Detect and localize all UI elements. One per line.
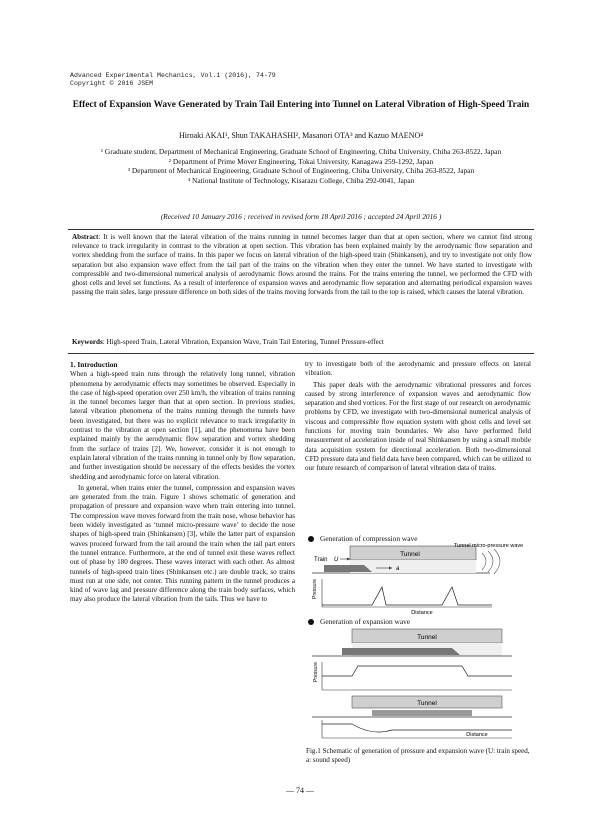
page-number: — 74 —	[286, 786, 314, 795]
bullet-expansion-label: Generation of expansion wave	[320, 617, 411, 626]
figure-bullet-compression	[308, 534, 417, 543]
tunnel-label-lower: Tunnel	[417, 700, 437, 707]
affiliation-2: ² Department of Prime Mover Engineering, Tokai University, Kanagawa 259-1292, Japan	[168, 156, 434, 166]
keywords-label: Keywords	[72, 338, 103, 346]
expansion-wave-diagram	[312, 626, 534, 741]
train-label-top: Train	[314, 557, 328, 563]
micro-pressure-label: Tunnel micro-pressure wave	[454, 543, 524, 549]
u-symbol-top: U	[334, 557, 339, 563]
figure-bullet-expansion	[308, 617, 410, 626]
keywords-bottom-rule	[68, 353, 534, 354]
abstract-text: : It is well known that the lateral vibration of the trains running in tunnel becomes larger than that at open section, where we cannot find strong relevance to track irregularity in contrast to the vibration at open section. This vibration has been explained mainly by the aerodynamic flow separation and vortex shedding from the surface of trains. In this paper we focus on lateral vibration of the high-speed train (Shinkansen), and try to investigate not only flow separation but also expansion wave effect from the tail part of the trains on the vibration when they enter the tunnel. We have started to investigate with compressible and two-dimensional numerical analysis of aerodynamic flows around the trains. For the trains entering the tunnel, we performed the CFD with ghost cells and level set functions. As a result of interference of expansion waves and aerodynamic flow separation and alternating periodical expansion waves passing the train sides, large pressure difference on both sides of the trains moving forwards from the tail to the top is raised, which causes the lateral vibration.	[72, 233, 532, 297]
train-body	[324, 565, 364, 572]
copyright-notice: Copyright © 2016 JSEM	[70, 80, 154, 88]
keywords	[72, 338, 532, 347]
pressure-curve-top	[322, 587, 492, 605]
affiliation-1: ¹ Graduate student, Department of Mechanical Engineering, Graduate School of Engineering, Chiba University, Chiba 263-8522, Japan	[100, 147, 502, 156]
received-dates: (Received 10 January 2016 ; received in revised form 18 April 2016 ; accepted 24 April 2016 )	[160, 212, 442, 221]
intro-paragraph-1: When a high-speed train runs through the relatively long tunnel, vibration phenomena by aerodynamic effects may sometimes be observed. Especially in the case of high-speed operation over 250 km/h, the vibration of trains running in the tunnel becomes larger than that at open section. In previous studies, lateral vibration phenomena of the trains running through the tunnels have been investigated, but there was no explicit relevance to track irregularity in contrast to the vibration at open section [1], and the phenomena have been explained mainly by the aerodynamic flow separation and vortex shedding from the surface of trains [2]. We, however, consider it is not enough to explain lateral vibration of the trains running in tunnel only by flow separation, and further investigation should be necessary of the effects besides the vortex shedding and aerodynamic force on lateral vibration.	[70, 370, 295, 481]
left-column	[70, 360, 295, 607]
bullet-compression-label: Generation of compression wave	[320, 534, 418, 543]
right-column	[305, 360, 531, 476]
train-body-lower	[372, 710, 472, 716]
compression-wave-diagram	[312, 543, 534, 615]
journal-citation: Advanced Experimental Mechanics, Vol.1 (2016), 74-79	[70, 72, 276, 79]
distance-label-top: Distance	[411, 610, 433, 615]
affiliations	[68, 147, 534, 186]
pressure-axis-label-top: Pressure	[312, 578, 318, 599]
intro-paragraph-2: In general, when trains enter the tunnel, compression and expansion waves are generated from the train. Figure 1 shows schematic of generation and propagation of pressure and expansion wave when train entering into tunnel. The compression wave moves forward from the train nose, whose behavior has been widely investigated as ‘tunnel micro-pressure wave’ to decide the nose shapes of high-speed train (Shinkansen) [3], while the latter part of expansion waves proceed forward from the tail around the train when the tail part enters the tunnel entrance. Furthermore, at the end of tunnel exit these waves reflect out of phase by 180 degrees. These waves interact with each other. As almost tunnels of high-speed train lines (Shinkansen etc.) are double track, so trains must run at one side, not center. This running pattern in the tunnel produces a kind of wave lag and pressure difference along the train body surfaces, which may also produce the lateral vibration from the tails. Thus we have to	[70, 483, 295, 604]
affiliation-3: ³ Department of Mechanical Engineering, Graduate School of Engineering, Chiba University, Chiba 263-8522, Japan	[127, 166, 475, 176]
bullet-icon	[308, 619, 314, 625]
abstract	[72, 233, 532, 297]
micro-wave-arc-2	[488, 551, 493, 572]
speed-arrowhead	[347, 558, 350, 561]
bullet-icon	[308, 536, 314, 542]
intro-paragraph-4: This paper deals with the aerodynamic vibrational pressures and forces caused by strong interference of expansion waves and aerodynamic flow separation and shed vortices. For the first stage of our research on aerodynamic problems by CFD, we investigate with two-dimensional numerical analysis of viscous and compressible flow equation system with ghost cells and level set functions for moving train boundaries. We also have performed field measurement of acceleration inside of real Shinkansen by using a small mobile data acquisition system for directional acceleration. Both two-dimensional CFD pressure data and field data have been compared, which can be utilized to our future research of comparison of lateral vibration data of trains.	[305, 380, 531, 473]
pressure-axis-label-middle: Pressure	[313, 661, 319, 682]
keywords-text: : High-speed Train, Lateral Vibration, Expansion Wave, Train Tail Entering, Tunnel Pressure-effect	[102, 338, 384, 346]
figure-caption: Fig.1 Schematic of generation of pressure and expansion wave (U: train speed, a: sound speed)	[306, 747, 530, 765]
author-list: Hiroaki AKAI¹, Shun TAKAHASHI², Masanori OTA³ and Kazuo MAENO⁴	[178, 131, 424, 140]
journal-header	[70, 72, 276, 89]
micro-wave-arc-3	[494, 549, 500, 574]
abstract-top-rule	[68, 229, 534, 230]
section-heading-introduction: 1. Introduction	[70, 360, 118, 369]
tunnel-label-top: Tunnel	[400, 551, 420, 558]
a-symbol-top: a	[396, 566, 400, 572]
distance-label-lower: Distance	[466, 732, 488, 738]
pressure-curve-middle	[322, 666, 512, 676]
abstract-label: Abstract	[72, 233, 99, 241]
pressure-curve-lower	[322, 724, 512, 732]
micro-wave-arc-1	[482, 553, 486, 570]
intro-paragraph-3: try to investigate both of the aerodynamic and pressure effects on lateral vibration.	[305, 360, 531, 378]
tunnel-label-middle: Tunnel	[417, 634, 437, 641]
train-body	[342, 648, 452, 655]
affiliation-4: ⁴ National Institute of Technology, Kisarazu College, Chiba 292-0041, Japan	[187, 176, 415, 186]
paper-title: Effect of Expansion Wave Generated by Train Tail Entering into Tunnel on Lateral Vibration of High-Speed Train	[72, 100, 530, 110]
